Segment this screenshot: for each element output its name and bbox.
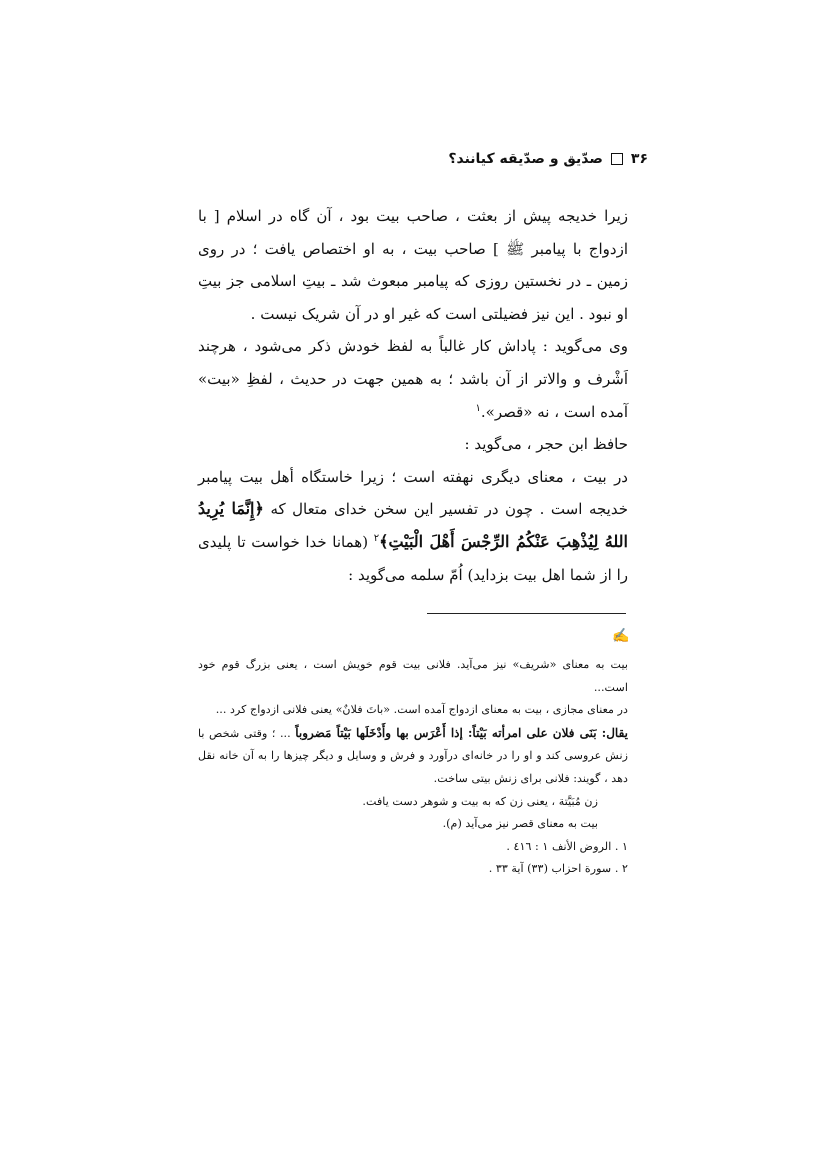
paragraph-4	[198, 461, 628, 591]
footnote-translator-1: بیت به معنای «شریف» نیز می‌آید. فلانی بیت قوم خویش است ، یعنی بزرگ قوم خود است...	[198, 658, 628, 694]
footnote-arabic-quote: يقال: بَنَى فلان على امرأته بَيْتاً: إذا أَعْرَس بها وأَدْخَلَها بَيْتاً مَضروباً	[295, 725, 628, 740]
page-number: ۳۶	[630, 151, 648, 167]
main-text	[198, 200, 628, 591]
footnote-reference-2: ۲ . سورة احزاب (۳۳) آیة ۳۳ .	[488, 862, 628, 876]
footnotes	[198, 654, 628, 881]
paragraph-3: حافظ ابن حجر ، می‌گوید :	[464, 435, 628, 454]
pen-icon: ✍	[612, 628, 630, 644]
footnote-translator-4: زن مُبَیَّتة ، یعنی زن که به بیت و شوهر دست یافت.	[362, 794, 598, 808]
footnote-translator-5: بیت به معنای قصر نیز می‌آید (م).	[442, 817, 598, 831]
paragraph-1: زیرا خدیجه پیش از بعثت ، صاحب بیت بود ، آن گاه در اسلام [ با ازدواج با پیامبر ﷺ ] صاحب بیت ، به او اختصاص یافت ؛ در روی زمین ـ در نخستین روزی که پیامبر مبعوث شد ـ بیتِ اسلامی جز بیتِ او نبود . این نیز فضیلتی است که غیر او در آن شریک نیست .	[198, 207, 628, 323]
footnote-translator-3	[198, 722, 628, 791]
paragraph-4-text-b: (همانا خدا خواست تا پلیدی را از شما اهل بیت بزداید) اُمّ سلمه می‌گوید :	[198, 532, 628, 584]
paragraph-2-text: وی می‌گوید : پاداش کار غالباً به لفظ خودش ذکر می‌شود ، هرچند اَشْرف و والاتر از آن باشد ؛ به همین جهت در حدیث ، لفظِ «بیت» آمده است ، نه «قصر».	[198, 337, 628, 421]
footnote-divider	[427, 613, 626, 614]
footnote-translator-2: در معنای مجازی ، بیت به معنای ازدواج آمده است. «باتَ فلانٌ» یعنی فلانی ازدواج کرد ...	[215, 703, 628, 717]
paragraph-4-text-a: در بیت ، معنای دیگری نهفته است ؛ زیرا خاستگاه أهل بیت پیامبر خدیجه است . چون در تفسیر این سخن خدای متعال که	[198, 467, 628, 519]
running-header	[448, 151, 648, 167]
paragraph-2	[198, 330, 628, 428]
footnote-reference-1: ۱ . الروض الأنف ۱ : ٤١٦ .	[506, 839, 628, 853]
square-icon	[611, 153, 623, 165]
footnote-ref-1: ۱	[475, 402, 481, 414]
footnote-translator-3-rest: ... ؛ وقتی شخص با زنش عروسی کند و او را در خانه‌ای درآورد و فرش و وسایل و دیگر چیزها را به آن خانه نقل دهد ، گویند: فلانی برای زنش بیتی ساخت.	[198, 726, 628, 785]
quran-verse: ﴿إِنَّمَا يُرِيدُ اللهُ لِيُذْهِبَ عَنْكُمُ الرِّجْسَ أَهْلَ الْبَيْتِ﴾	[198, 499, 628, 551]
footnote-ref-2: ۲	[373, 532, 380, 544]
chapter-title: صدّیق و صدّیقه کیانند؟	[448, 151, 603, 167]
